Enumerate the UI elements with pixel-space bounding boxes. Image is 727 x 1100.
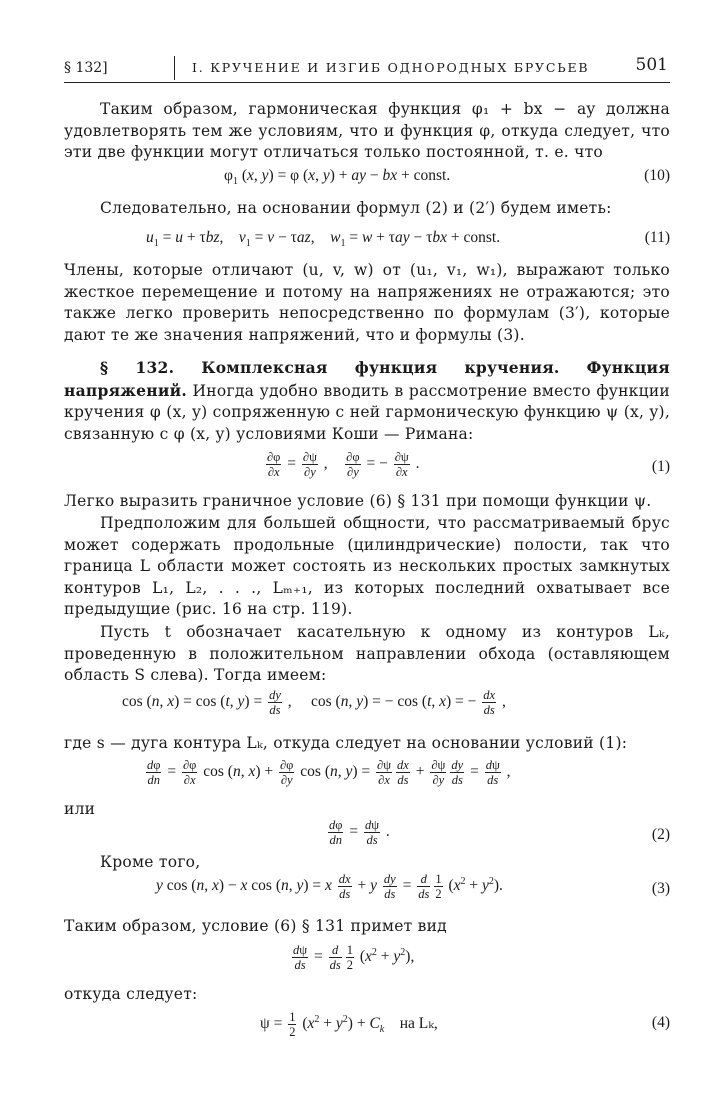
- paragraph-2: Следовательно, на основании формул (2) и (2′) будем иметь:: [100, 199, 612, 217]
- equation-psi: [64, 943, 670, 983]
- header-title: I. КРУЧЕНИЕ И ИЗГИБ ОДНОРОДНЫХ БРУСЬЕВ: [192, 60, 590, 75]
- equation-1-number: (1): [651, 458, 670, 475]
- paragraph-5: Предположим для большей общности, что рассматриваемый брус может содержать продольные (цилиндрические) полости, так что граница L области может состоять из нескольких простых замкнутых контуров L₁, L₂, . . ., Lₘ₊₁, из которых последний охватывает все предыдущие (рис. 16 на стр. 119).: [64, 514, 670, 618]
- paragraph-3: Члены, которые отличают (u, v, w) от (u₁, v₁, w₁), выражают только жесткое перемещение и потому на напряжениях не отражаются; это также легко проверить непосредственно по формулам (3′), которые дают те же значения напряжений, что и формулы (3).: [64, 261, 670, 344]
- equation-cos: [64, 688, 670, 728]
- equation-4-tail: на Lₖ,: [399, 1015, 438, 1033]
- header-section: § 132]: [64, 60, 108, 76]
- paragraph-10: Таким образом, условие (6) § 131 примет вид: [64, 917, 447, 935]
- equation-dn-body: $\frac{d\varphi}{dn}$ = $\frac{\partial\varphi}{\partial x}$ cos (n, x) + $\frac{\partial\varphi}{\partial y}$ cos (n, y) = $\frac{\partial\psi}{\partial x}$ $\frac{dx}{ds}$ + $\frac{\partial\psi}{\partial y}$ $\frac{dy}{ds}$ = $\frac{d\psi}{ds}$ ,: [147, 758, 511, 787]
- header-divider: [174, 56, 175, 80]
- equation-11-body: $u_1 = u + \tau bz$, $v_1 = v - \tau az$, $w_1 = w + \tau ay - \tau bx$ + const.: [146, 229, 501, 250]
- paragraph-6: Пусть t обозначает касательную к одному из контуров Lₖ, проведенную в положительном направлении обхода (оставляющем область S слева). Тогда имеем:: [64, 623, 670, 684]
- equation-3: [64, 872, 670, 912]
- equation-10-number: (10): [644, 167, 670, 184]
- equation-3-number: (3): [651, 880, 670, 897]
- paragraph-9: Кроме того,: [100, 853, 201, 871]
- equation-11-number: (11): [644, 229, 670, 246]
- section-132-heading: § 132. Комплексная функция кручения. Функция напряжений.: [64, 358, 670, 400]
- equation-3-body: y cos (n, x) − x cos (n, y) = x $\frac{dx}{ds}$ + y $\frac{dy}{ds}$ = $\frac{d}{ds}$ $\frac{1}{2}$ $(x^2 + y^2)$.: [156, 872, 503, 901]
- equation-dn: [64, 758, 670, 798]
- equation-1-body: $\frac{\partial\varphi}{\partial x}$ = $\frac{\partial\psi}{\partial y}$ , $\frac{\partial\varphi}{\partial y}$ = − $\frac{\partial\psi}{\partial x}$ .: [267, 450, 420, 479]
- equation-10: [64, 167, 670, 201]
- equation-cos-body: cos (n, x) = cos (t, y) = $\frac{dy}{ds}$ , cos (n, y) = − cos (t, x) = − $\frac{dx}{ds}$ ,: [122, 688, 506, 717]
- equation-4: [64, 1010, 670, 1050]
- equation-4-body: ψ = $\frac{1}{2}$ $(x^2 + y^2) + C_k$ на Lₖ,: [260, 1010, 438, 1039]
- running-header: [64, 55, 670, 83]
- paragraph-1: Таким образом, гармоническая функция φ₁ + bx − ay должна удовлетворять тем же условиям, что и функция φ, откуда следует, что эти две функции могут отличаться только постоянной, т. е. что: [64, 100, 670, 161]
- paragraph-7: где s — дуга контура Lₖ, откуда следует на основании условий (1):: [64, 734, 628, 752]
- page-number: 501: [635, 55, 668, 75]
- paragraph-8: или: [64, 800, 96, 818]
- section-132: [64, 357, 670, 445]
- section-132-text: Иногда удобно вводить в рассмотрение вместо функции кручения φ (x, y) сопряженную с ней гармоническую функцию ψ (x, y), связанную с φ (x, y) условиями Коши — Римана:: [64, 381, 670, 443]
- equation-4-number: (4): [651, 1014, 670, 1031]
- paragraph-4: Легко выразить граничное условие (6) § 131 при помощи функции ψ.: [64, 492, 652, 510]
- equation-psi-body: $\frac{d\psi}{ds}$ = $\frac{d}{ds}$ $\frac{1}{2}$ $(x^2 + y^2)$,: [293, 943, 415, 972]
- paragraph-11: откуда следует:: [64, 985, 198, 1003]
- equation-11: [64, 229, 670, 263]
- equation-2-body: $\frac{d\varphi}{dn}$ = $\frac{d\psi}{ds}$ .: [329, 818, 390, 847]
- equation-10-body: $\varphi_1$ (x, y) = φ (x, y) + ay − bx + const.: [224, 167, 451, 188]
- equation-1: [64, 450, 670, 490]
- equation-2-number: (2): [651, 826, 670, 843]
